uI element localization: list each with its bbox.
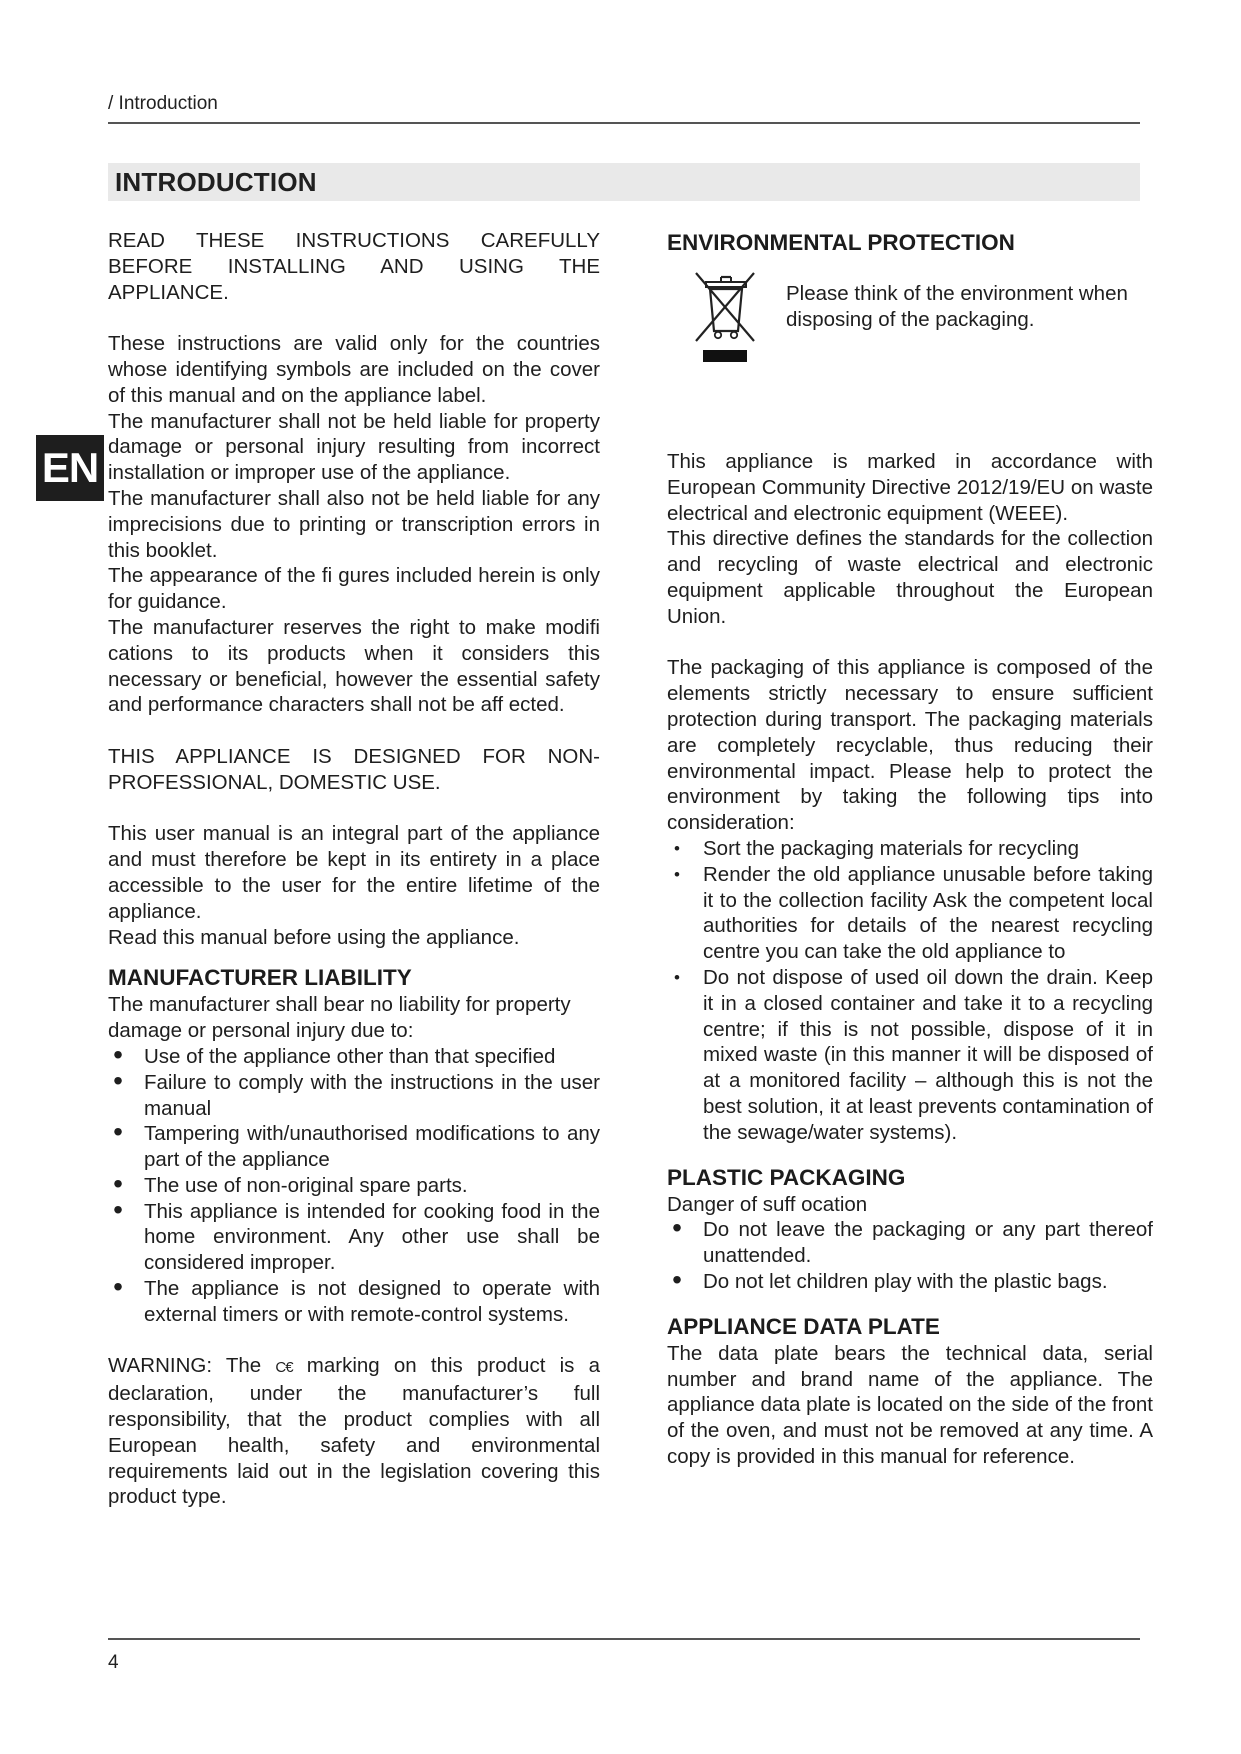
bullet-icon: • <box>113 1167 123 1199</box>
list-item: • Render the old appliance unusable before taking it to the collection facility Ask the competent local authorities for details of the nearest recycling centre you can take the old appliance to <box>667 862 1153 965</box>
bullet-icon: • <box>674 967 680 987</box>
list-item: • Do not leave the packaging or any part thereof unattended. <box>667 1217 1153 1269</box>
intro-paragraph: These instructions are valid only for the countries whose identifying symbols are included on the cover of this manual and on the appliance label. <box>108 332 600 407</box>
bullet-icon: • <box>674 838 680 858</box>
list-item: • The appliance is not designed to operate with external timers or with remote-control systems. <box>108 1276 600 1328</box>
plastic-list <box>667 1212 1153 1295</box>
list-item: • The use of non-original spare parts. <box>108 1173 600 1199</box>
bullet-icon: • <box>113 1064 123 1096</box>
list-item: • Sort the packaging materials for recycling <box>667 836 1153 862</box>
bullet-icon: • <box>113 1271 123 1303</box>
title-band <box>108 163 1140 201</box>
bullet-icon: • <box>672 1212 682 1244</box>
weee-bin-icon <box>692 267 760 363</box>
designed-for-caps: THIS APPLIANCE IS DESIGNED FOR NON-PROFESSIONAL, DOMESTIC USE. <box>108 744 600 794</box>
list-item: • Failure to comply with the instructions in the user manual <box>108 1070 600 1122</box>
manual-paragraph: Read this manual before using the appliance. <box>108 925 520 949</box>
list-item: • This appliance is intended for cooking food in the home environment. Any other use shall be considered improper. <box>108 1199 600 1276</box>
ce-mark-icon: C€ <box>275 1359 293 1377</box>
weee-paragraph: This directive defines the standards for the collection and recycling of waste electrical and electronic equipment applicable throughout the European Union. <box>667 527 1153 628</box>
env-notice-text: Please think of the environment when disposing of the packaging. <box>786 282 1128 331</box>
weee-paragraph: This appliance is marked in accordance with European Community Directive 2012/19/EU on waste electrical and electronic equipment (WEEE). <box>667 450 1153 525</box>
env-heading: ENVIRONMENTAL PROTECTION <box>667 230 1015 255</box>
packaging-paragraph: The packaging of this appliance is composed of the elements strictly necessary to ensure sufficient protection during transport. The packaging materials are completely recyclable, thus reducing their environmental impact. Please help to protect the environment by taking the following tips into consideration: <box>667 656 1153 835</box>
liability-list <box>108 1038 600 1328</box>
plastic-heading: PLASTIC PACKAGING <box>667 1164 906 1190</box>
recycling-tips-list <box>667 836 1153 1146</box>
ce-warning: WARNING: The C€ marking on this product is a declaration, under the manufacturer’s full responsibility, that the product complies with all European health, safety and environmental requirements laid out in the legislation covering this product type. <box>108 1354 601 1509</box>
list-item: • Tampering with/unauthorised modifications to any part of the appliance <box>108 1121 600 1173</box>
data-plate-heading: APPLIANCE DATA PLATE <box>667 1313 940 1339</box>
env-notice <box>667 257 1153 427</box>
list-item: • Use of the appliance other than that specified <box>108 1044 600 1070</box>
breadcrumb: / Introduction <box>108 93 218 114</box>
page-number: 4 <box>108 1652 119 1673</box>
left-column <box>108 228 600 1510</box>
bullet-icon: • <box>113 1038 123 1070</box>
list-item: • Do not let children play with the plastic bags. <box>667 1269 1153 1295</box>
plastic-intro: Danger of suff ocation <box>667 1192 868 1216</box>
intro-paragraph: The appearance of the fi gures included herein is only for guidance. <box>108 564 600 614</box>
liability-intro: The manufacturer shall bear no liability for property damage or personal injury due to: <box>108 993 571 1043</box>
data-plate-text: The data plate bears the technical data, serial number and brand name of the appliance. The appliance data plate is located on the side of the front of the oven, and must not be removed at any time. A copy is provided in this manual for reference. <box>667 1341 1153 1468</box>
liability-heading: MANUFACTURER LIABILITY <box>108 965 412 991</box>
bullet-icon: • <box>674 864 680 884</box>
page-title: INTRODUCTION <box>115 167 317 197</box>
bullet-icon: • <box>113 1193 123 1225</box>
footer-divider <box>108 1638 1140 1640</box>
intro-caps: READ THESE INSTRUCTIONS CAREFULLY BEFORE INSTALLING AND USING THE APPLIANCE. <box>108 229 600 304</box>
intro-paragraph: The manufacturer shall also not be held liable for any imprecisions due to printing or transcription errors in this booklet. <box>108 486 600 562</box>
header-divider <box>108 122 1140 124</box>
right-column <box>667 228 1153 1470</box>
bullet-icon: • <box>672 1263 682 1295</box>
bullet-icon: • <box>113 1116 123 1148</box>
intro-paragraph: The manufacturer shall not be held liable for property damage or personal injury resulting from incorrect installation or improper use of the appliance. <box>108 409 600 485</box>
language-tab: EN <box>36 435 104 501</box>
intro-paragraph: The manufacturer reserves the right to make modifi cations to its products when it considers this necessary or beneficial, however the essential safety and performance characters shall not be aff ected. <box>108 615 600 717</box>
manual-paragraph: This user manual is an integral part of the appliance and must therefore be kept in its entirety in a place accessible to the user for the entire lifetime of the appliance. <box>108 822 600 923</box>
list-item: • Do not dispose of used oil down the drain. Keep it in a closed container and take it to a recycling centre; if this is not possible, dispose of it in mixed waste (in this manner it will be disposed of at a monitored facility – although this is not the best solution, it at least prevents contamination of the sewage/water systems). <box>667 965 1153 1146</box>
